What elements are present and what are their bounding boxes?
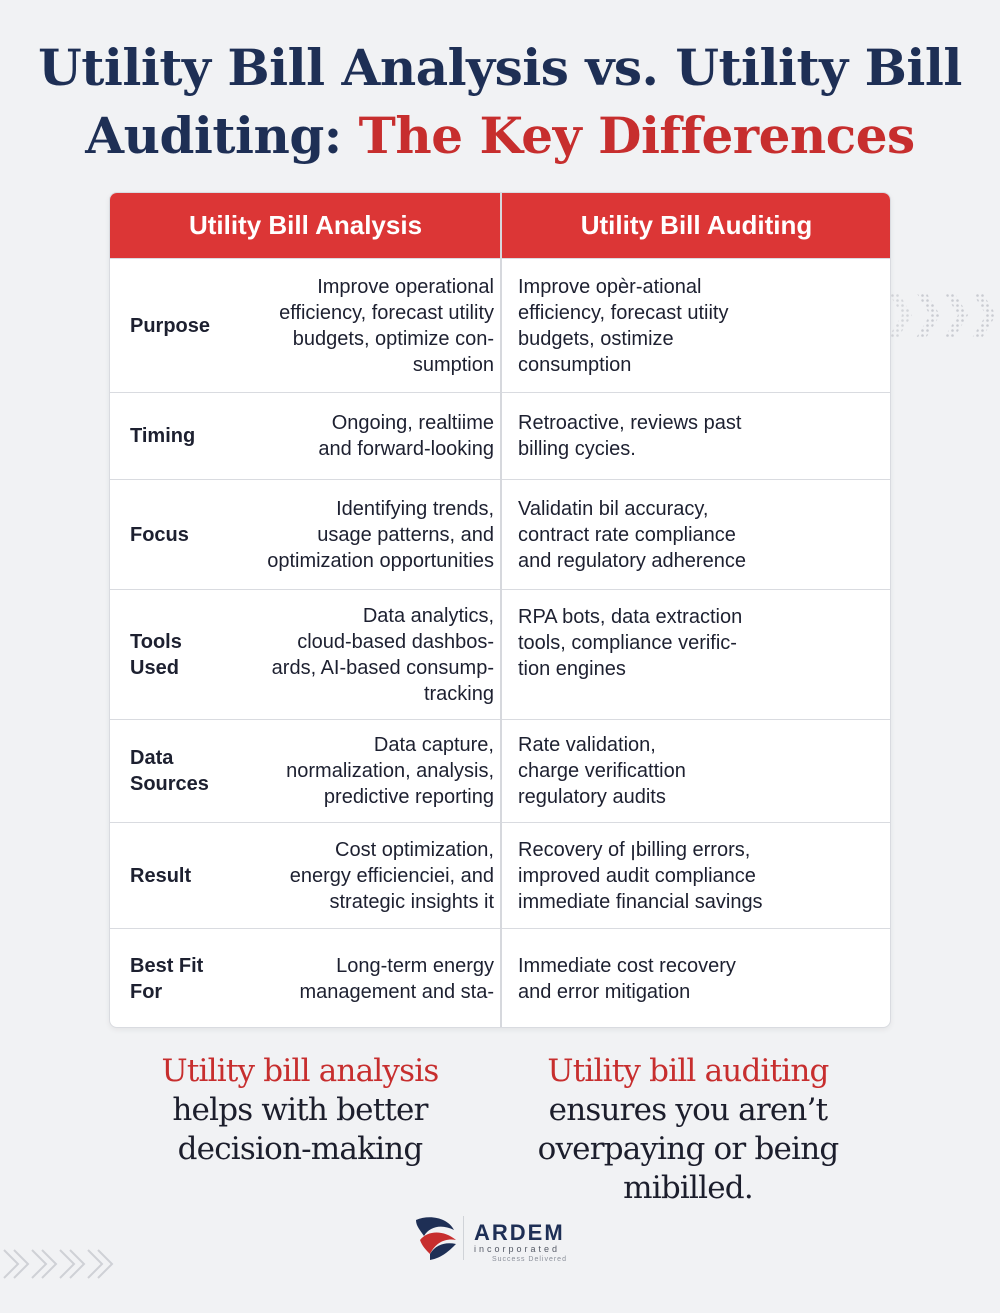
summary-analysis-line-2: helps with better xyxy=(172,1092,428,1128)
row-label: Focus xyxy=(130,523,189,546)
analysis-cell: Data analytics, cloud-based dashbos- ards, AI-based consump- tracking xyxy=(271,604,494,705)
header-auditing: Utility Bill Auditing xyxy=(580,210,813,240)
title-line-2-prefix: Auditing: xyxy=(85,106,359,165)
summary-auditing xyxy=(478,1052,898,1208)
summary-analysis-heading: Utility bill analysis xyxy=(161,1053,439,1089)
analysis-cell: Improve operational efficiency, forecast utility budgets, optimize con- sumption xyxy=(279,275,494,376)
auditing-cell: RPA bots, data extraction tools, compliance verific- tion engines xyxy=(518,606,743,680)
ardem-emblem-icon xyxy=(408,1210,464,1266)
auditing-cell: Recovery of ꞁbilling errors, improved audit compliance immediate financial savings xyxy=(518,838,763,913)
analysis-cell: Long-term energy management and sta- xyxy=(299,955,494,1003)
column-divider xyxy=(500,193,502,1028)
summary-auditing-line-3: overpaying or being mibilled. xyxy=(537,1131,839,1206)
logo-subtitle: incorporated xyxy=(474,1244,561,1254)
analysis-cell: Identifying trends, usage patterns, and optimization opportunities xyxy=(267,497,494,572)
auditing-cell: Retroactive, reviews past billing cycies. xyxy=(518,412,742,460)
summary-analysis xyxy=(130,1052,470,1169)
auditing-cell: Rate validation, charge verificattion regulatory audits xyxy=(518,734,686,808)
ardem-logo xyxy=(408,1208,598,1268)
title-line-1: Utility Bill Analysis vs. Utility Bill xyxy=(38,38,962,97)
row-label: Timing xyxy=(130,425,196,447)
summary-analysis-line-3: decision-making xyxy=(177,1131,423,1167)
row-label: Purpose xyxy=(130,314,211,337)
auditing-cell: Improve opèr-ational efficiency, forecast utiity budgets, ostimize consumption xyxy=(518,275,729,376)
comparison-table xyxy=(109,192,891,1028)
analysis-cell: Ongoing, realtiime and forward-looking xyxy=(318,412,494,460)
auditing-cell: Validatin bil accuracy, contract rate compliance and regulatory adherence xyxy=(518,497,746,572)
row-label: Data Sources xyxy=(130,747,209,795)
auditing-cell: Immediate cost recovery and error mitigation xyxy=(518,955,736,1003)
row-label: Result xyxy=(130,864,192,887)
row-label: Best Fit For xyxy=(130,955,204,1003)
decorative-outline-chevrons-icon xyxy=(0,1244,115,1284)
summary-auditing-line-2: ensures you aren’t xyxy=(548,1092,828,1128)
row-label: Tools Used xyxy=(130,630,182,679)
header-analysis: Utility Bill Analysis xyxy=(188,210,423,240)
analysis-cell: Data capture, normalization, analysis, predictive reporting xyxy=(286,734,494,808)
title-line-2 xyxy=(0,102,1000,170)
analysis-cell: Cost optimization, energy efficienciei, and strategic insights it xyxy=(289,838,494,913)
page-title xyxy=(0,34,1000,170)
summary-auditing-heading: Utility bill auditing xyxy=(547,1053,829,1089)
title-accent: The Key Differences xyxy=(358,106,915,165)
logo-tagline: Success Delivered xyxy=(492,1256,567,1263)
logo-name: ARDEM xyxy=(474,1220,565,1245)
